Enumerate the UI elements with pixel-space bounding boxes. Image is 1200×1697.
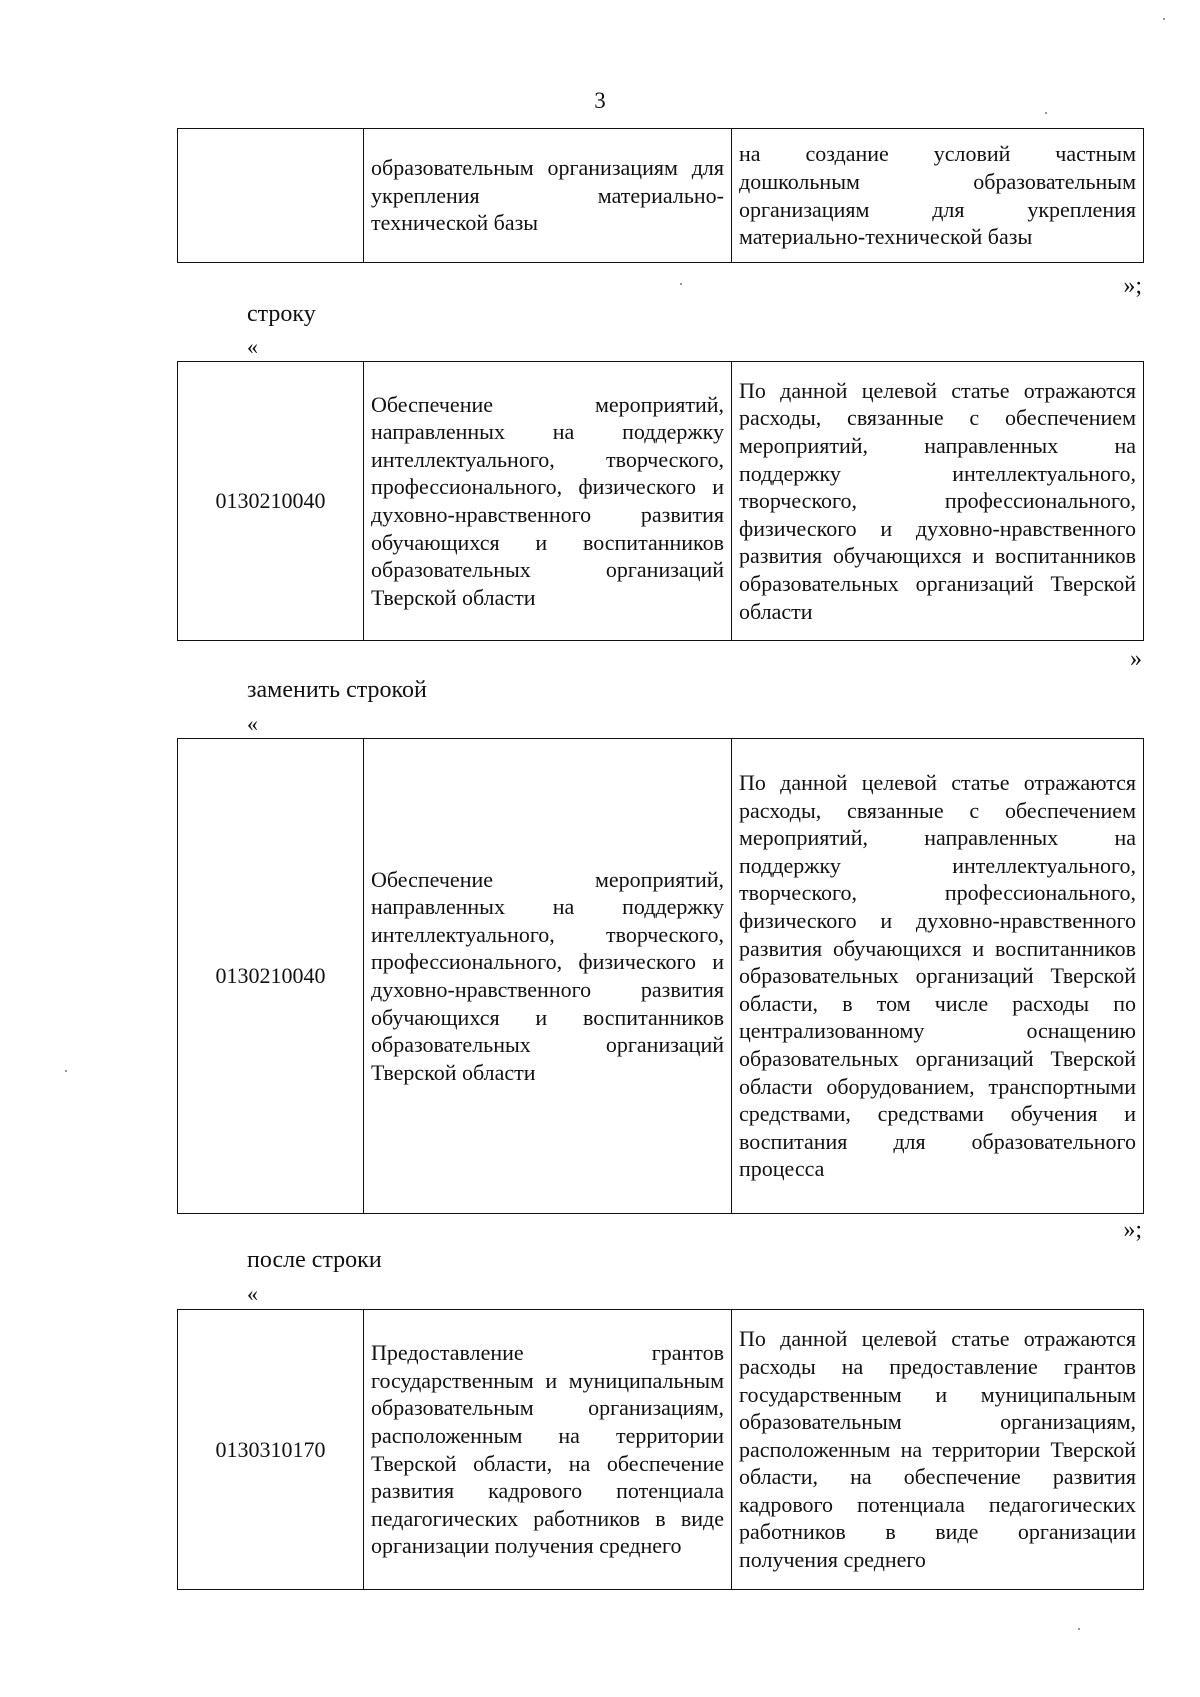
- continuation-table: [177, 128, 1144, 263]
- page-number: 3: [594, 88, 606, 113]
- instruction-label: после строки: [247, 1247, 382, 1273]
- description-cell: По данной целевой статье отражаются расходы, связанные с обеспечением мероприятий, направленных на поддержку интеллектуального, творческого, профессионального, физического и духовно-нравственного развития обучающихся и воспитанников образовательных организаций Тверской области, в том числе расходы по централизованному оснащению образовательных организаций Тверской области оборудованием, транспортными средствами, средствами обучения и воспитания для образовательного процесса: [732, 739, 1144, 1214]
- opening-quote: «: [247, 1281, 258, 1306]
- code-cell: [178, 129, 364, 263]
- scan-speck: [1163, 18, 1165, 20]
- table-row: [178, 739, 1144, 1214]
- description-cell: на создание условий частным дошкольным образовательным организациям для укрепления материально-технической базы: [732, 129, 1144, 263]
- closing-quote: »;: [1123, 273, 1142, 299]
- instruction-label: заменить строкой: [247, 677, 427, 703]
- replacement-row-table: [177, 738, 1144, 1214]
- new-row-table: [177, 1309, 1144, 1590]
- closing-quote: »;: [1123, 1217, 1142, 1243]
- name-cell: Обеспечение мероприятий, направленных на поддержку интеллектуального, творческого, профессионального, физического и духовно-нравственного развития обучающихся и воспитанников образовательных организаций Тверской области: [364, 739, 732, 1214]
- name-cell: Обеспечение мероприятий, направленных на поддержку интеллектуального, творческого, профессионального, физического и духовно-нравственного развития обучающихся и воспитанников образовательных организаций Тверской области: [364, 362, 732, 641]
- instruction-label: строку: [247, 301, 316, 327]
- table-row: [178, 1310, 1144, 1590]
- table-row: [178, 129, 1144, 263]
- closing-quote: »: [1130, 646, 1142, 672]
- code-cell: 0130310170: [178, 1310, 364, 1590]
- code-cell: 0130210040: [178, 739, 364, 1214]
- scan-speck: [680, 283, 682, 285]
- scan-speck: [65, 1070, 67, 1072]
- scan-speck: [1045, 112, 1047, 114]
- opening-quote: «: [247, 334, 258, 359]
- description-cell: По данной целевой статье отражаются расходы, связанные с обеспечением мероприятий, направленных на поддержку интеллектуального, творческого, профессионального, физического и духовно-нравственного развития обучающихся и воспитанников образовательных организаций Тверской области: [732, 362, 1144, 641]
- scan-speck: [1078, 1628, 1080, 1630]
- code-cell: 0130210040: [178, 362, 364, 641]
- opening-quote: «: [247, 711, 258, 736]
- description-cell: По данной целевой статье отражаются расходы на предоставление грантов государственным и муниципальным образовательным организациям, расположенным на территории Тверской области, на обеспечение развития кадрового потенциала педагогических работников в виде организации получения среднего: [732, 1310, 1144, 1590]
- name-cell: Предоставление грантов государственным и муниципальным образовательным организациям, расположенным на территории Тверской области, на обеспечение развития кадрового потенциала педагогических работников в виде организации получения среднего: [364, 1310, 732, 1590]
- name-cell: образовательным организациям для укрепления материально-технической базы: [364, 129, 732, 263]
- table-row: [178, 362, 1144, 641]
- original-row-table: [177, 361, 1144, 641]
